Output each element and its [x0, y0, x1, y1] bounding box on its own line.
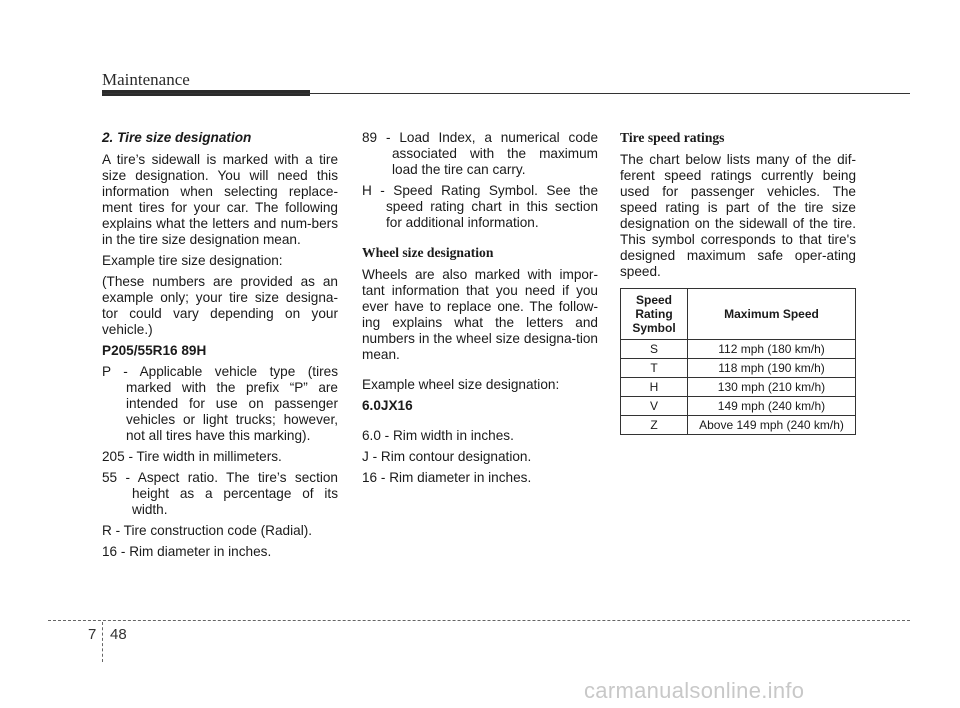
- column-2: [362, 130, 598, 491]
- speed-cell: 149 mph (240 km/h): [688, 397, 856, 416]
- symbol-cell: Z: [621, 416, 688, 435]
- footer-divider: [102, 622, 103, 662]
- wheel-size-example: 6.0JX16: [362, 398, 413, 413]
- tire-size-heading: 2. Tire size designation: [102, 130, 252, 145]
- section-title: Maintenance: [102, 70, 190, 89]
- tire-size-example: P205/55R16 89H: [102, 343, 207, 358]
- speed-cell: Above 149 mph (240 km/h): [688, 416, 856, 435]
- speed-cell: 112 mph (180 km/h): [688, 340, 856, 359]
- list-item: 16 - Rim diameter in inches.: [362, 470, 532, 485]
- watermark-link[interactable]: carmanualsonline.info: [584, 678, 805, 703]
- column-1: [102, 130, 338, 565]
- column-3: [620, 130, 856, 285]
- symbol-cell: T: [621, 359, 688, 378]
- speed-ratings-heading: Tire speed ratings: [620, 130, 725, 145]
- speed-cell: 118 mph (190 km/h): [688, 359, 856, 378]
- table-row: [621, 359, 856, 378]
- chapter-number: 7: [88, 626, 97, 643]
- list-item: 16 - Rim diameter in inches.: [102, 544, 272, 559]
- tire-size-intro: A tire’s sidewall is marked with a tire size designation. You will need this information when selecting replace-ment tires for your car. The following explains what the letters and num-bers in the tire size designation mean.: [102, 152, 338, 247]
- symbol-cell: V: [621, 397, 688, 416]
- list-item: 89 - Load Index, a numerical code associated with the maximum load the tire can carry.: [362, 130, 598, 177]
- header-symbol: Speed Rating Symbol: [621, 289, 688, 340]
- footer-rule: [48, 620, 910, 621]
- symbol-cell: S: [621, 340, 688, 359]
- list-item: 205 - Tire width in millimeters.: [102, 449, 282, 464]
- header-speed: Maximum Speed: [688, 289, 856, 340]
- list-item: 6.0 - Rim width in inches.: [362, 428, 514, 443]
- list-item: J - Rim contour designation.: [362, 449, 532, 464]
- symbol-cell: H: [621, 378, 688, 397]
- table-row: [621, 397, 856, 416]
- example-note: (These numbers are provided as an example only; your tire size designa-tor could vary depending on your vehicle.): [102, 274, 338, 337]
- table-header-row: [621, 289, 856, 340]
- list-item: R - Tire construction code (Radial).: [102, 523, 313, 538]
- speed-ratings-intro: The chart below lists many of the dif-ferent speed ratings currently being used for passenger vehicles. The speed rating is part of the tire size designation on the sidewall of the tire. This symbol corresponds to that tire's designed maximum safe oper-ating speed.: [620, 152, 856, 279]
- page-number: 48: [110, 626, 127, 643]
- speed-cell: 130 mph (210 km/h): [688, 378, 856, 397]
- table-row: [621, 378, 856, 397]
- wheel-example-label: Example wheel size designation:: [362, 377, 560, 392]
- header-rule: [102, 93, 910, 94]
- speed-rating-table: [620, 288, 856, 435]
- table-row: [621, 340, 856, 359]
- list-item: P - Applicable vehicle type (tires marked with the prefix “P” are intended for use on passenger vehicles or light trucks; however, not all tires have this marking).: [102, 364, 338, 443]
- wheel-size-heading: Wheel size designation: [362, 245, 494, 260]
- list-item: 55 - Aspect ratio. The tire’s section height as a percentage of its width.: [102, 470, 338, 517]
- wheel-size-intro: Wheels are also marked with impor-tant information that you need if you ever have to replace one. The follow-ing explains what the letters and numbers in the wheel size designa-tion mean.: [362, 267, 598, 362]
- example-label: Example tire size designation:: [102, 253, 283, 268]
- table-row: [621, 416, 856, 435]
- list-item: H - Speed Rating Symbol. See the speed rating chart in this section for additional information.: [362, 183, 598, 230]
